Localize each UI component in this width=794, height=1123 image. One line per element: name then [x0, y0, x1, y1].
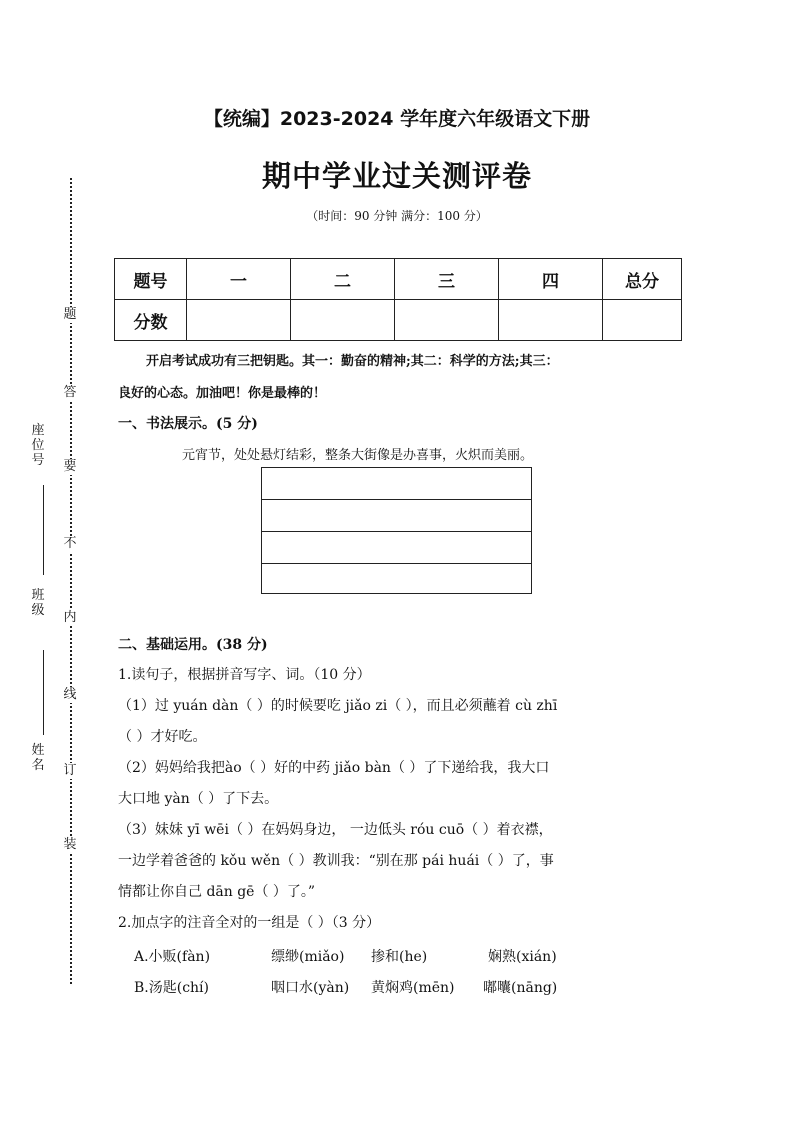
question-line: （2）妈妈给我把ào（ ）好的中药 jiǎo bàn（ ）了下递给我，我大口 — [118, 760, 550, 776]
question-2-prompt: 2.加点字的注音全对的一组是（ ）（3 分） — [118, 915, 381, 931]
name-label: 姓名 — [31, 743, 45, 773]
option-a-item: 娴熟(xián) — [488, 949, 557, 965]
intro-line-2: 良好的心态。加油吧！你是最棒的！ — [118, 386, 327, 401]
table-row-label: 分数 — [115, 300, 187, 341]
question-line: （3）妹妹 yī wēi（ ）在妈妈身边， 一边低头 róu cuō（ ）着衣襟， — [118, 822, 553, 838]
table-header-cell: 四 — [499, 259, 603, 300]
class-line — [43, 650, 44, 735]
seal-char: 订 — [60, 763, 80, 779]
option-b-item: B.汤匙(chí) — [134, 980, 209, 996]
writing-line — [262, 531, 531, 532]
writing-line — [262, 563, 531, 564]
writing-line — [262, 499, 531, 500]
calligraphy-sentence: 元宵节，处处悬灯结彩，整条大街像是办喜事，火炽而美丽。 — [182, 448, 534, 463]
seal-char: 答 — [60, 385, 80, 401]
question-line: （ ）才好吃。 — [118, 729, 207, 745]
option-b-item: 黄焖鸡(mēn) — [371, 980, 455, 996]
calligraphy-writing-box[interactable] — [261, 467, 532, 594]
seal-char: 内 — [60, 610, 80, 626]
table-header-cell: 总分 — [603, 259, 682, 300]
seal-char: 装 — [60, 837, 80, 853]
intro-line-1: 开启考试成功有三把钥匙。其一：勤奋的精神;其二：科学的方法;其三： — [146, 354, 559, 369]
score-table — [114, 258, 682, 341]
option-b-item: 咽口水(yàn) — [271, 980, 350, 996]
option-a-item: 掺和(he) — [371, 949, 428, 965]
question-line: 一边学着爸爸的 kǒu wěn（ ）教训我：“别在那 pái huái（ ）了，事 — [118, 853, 554, 869]
seal-char: 题 — [60, 307, 80, 323]
table-header-cell: 一 — [187, 259, 291, 300]
seal-char: 线 — [60, 687, 80, 703]
score-cell[interactable] — [187, 300, 291, 341]
table-header-cell: 三 — [395, 259, 499, 300]
option-a-item: A.小贩(fàn) — [134, 949, 211, 965]
table-header-cell: 二 — [291, 259, 395, 300]
option-b-item: 嘟囔(nāng) — [483, 980, 558, 996]
binding-dotted-line — [70, 178, 72, 984]
table-header-cell: 题号 — [115, 259, 187, 300]
section-2-heading: 二、基础运用。(38 分) — [118, 637, 268, 653]
option-a-item: 缥缈(miǎo) — [271, 949, 345, 965]
score-cell[interactable] — [291, 300, 395, 341]
score-cell[interactable] — [499, 300, 603, 341]
seal-char: 不 — [60, 536, 80, 552]
exam-title: 期中学业过关测评卷 — [261, 159, 532, 193]
question-1-prompt: 1.读句子，根据拼音写字、词。（10 分） — [118, 667, 371, 683]
section-1-heading: 一、书法展示。(5 分) — [118, 416, 258, 432]
question-line: 大口地 yàn（ ）了下去。 — [118, 791, 279, 807]
exam-time-info: （时间：90 分钟 满分：100 分） — [306, 209, 488, 223]
seat-number-label: 座位号 — [31, 423, 45, 468]
class-label: 班级 — [31, 588, 45, 618]
seal-char: 要 — [60, 459, 80, 475]
question-line: 情都让你自己 dān gē（ ）了。” — [118, 884, 316, 900]
seat-number-line — [43, 485, 44, 575]
score-table-score-row — [115, 300, 682, 341]
score-table-header-row — [115, 259, 682, 300]
exam-series-title: 【统编】2023-2024 学年度六年级语文下册 — [203, 108, 591, 130]
question-line: （1）过 yuán dàn（ ）的时候要吃 jiǎo zi（ ），而且必须蘸着 cù zhī — [118, 698, 558, 714]
score-cell[interactable] — [603, 300, 682, 341]
score-cell[interactable] — [395, 300, 499, 341]
